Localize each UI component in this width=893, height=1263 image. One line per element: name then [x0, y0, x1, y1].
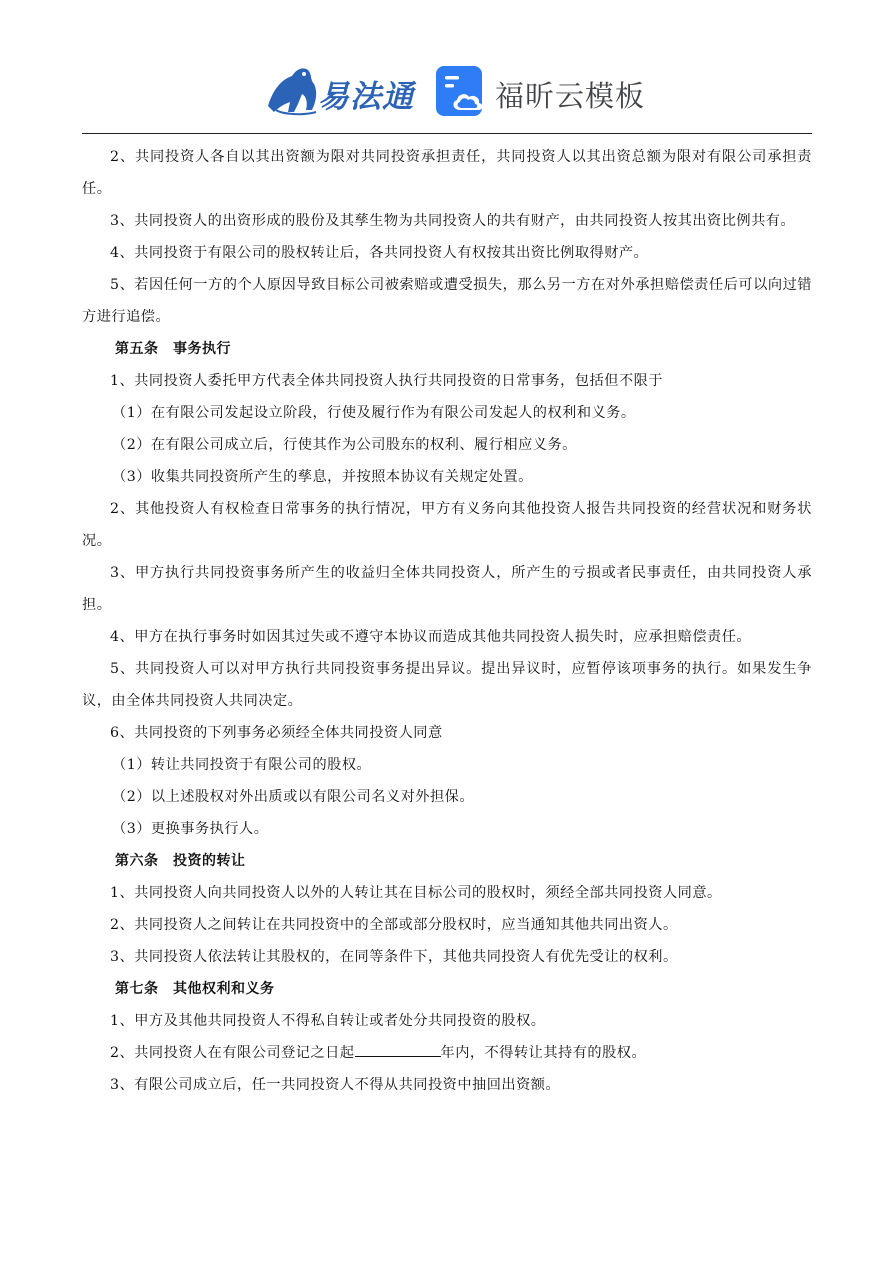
clause-paragraph: 2、其他投资人有权检查日常事务的执行情况，甲方有义务向其他投资人报告共同投资的经营状况和财务状况。 — [82, 501, 812, 549]
logo1-text: 易法通 — [318, 79, 414, 115]
clause-paragraph: 3、甲方执行共同投资事务所产生的收益归全体共同投资人，所产生的亏损或者民事责任，由共同投资人承担。 — [82, 565, 812, 613]
sub-item: （3）更换事务执行人。 — [112, 821, 269, 837]
cloud-document-icon — [436, 66, 486, 116]
section-heading: 第七条 其他权利和义务 — [115, 981, 275, 997]
clause-paragraph: 6、共同投资的下列事务必须经全体共同投资人同意 — [110, 725, 443, 741]
header-divider — [82, 133, 812, 134]
clause-paragraph: 1、共同投资人向共同投资人以外的人转让其在目标公司的股权时，须经全部共同投资人同意。 — [110, 885, 722, 901]
clause-paragraph: 4、甲方在执行事务时如因其过失或不遵守本协议而造成其他共同投资人损失时，应承担赔偿责任。 — [110, 629, 752, 645]
section-heading: 第五条 事务执行 — [115, 341, 231, 357]
clause-paragraph: 3、共同投资人依法转让其股权的，在同等条件下，其他共同投资人有优先受让的权利。 — [110, 949, 678, 965]
fill-in-blank[interactable] — [355, 1042, 441, 1057]
logo2-text: 福昕云模板 — [495, 79, 646, 113]
clause-paragraph: 4、共同投资于有限公司的股权转让后，各共同投资人有权按其出资比例取得财产。 — [110, 245, 649, 261]
sub-item: （1）在有限公司发起设立阶段，行使及履行作为有限公司发起人的权利和义务。 — [112, 405, 636, 421]
clause-paragraph: 1、共同投资人委托甲方代表全体共同投资人执行共同投资的日常事务，包括但不限于 — [110, 373, 663, 389]
clause-paragraph: 2、共同投资人之间转让在共同投资中的全部或部分股权时，应当通知其他共同出资人。 — [110, 917, 678, 933]
clause-paragraph: 2、共同投资人各自以其出资额为限对共同投资承担责任，共同投资人以其出资总额为限对有限公司承担责任。 — [82, 149, 812, 197]
clause-text-before: 2、共同投资人在有限公司登记之日起 — [110, 1045, 355, 1061]
sub-item: （3）收集共同投资所产生的孳息，并按照本协议有关规定处置。 — [112, 469, 533, 485]
clause-paragraph: 5、共同投资人可以对甲方执行共同投资事务提出异议。提出异议时，应暂停该项事务的执行。如果发生争议，由全体共同投资人共同决定。 — [82, 661, 812, 709]
clause-text-after: 年内，不得转让其持有的股权。 — [440, 1045, 647, 1061]
clause-paragraph: 1、甲方及其他共同投资人不得私自转让或者处分共同投资的股权。 — [110, 1013, 546, 1029]
document-body — [82, 141, 812, 1101]
page-header — [0, 0, 893, 130]
clause-paragraph: 3、有限公司成立后，任一共同投资人不得从共同投资中抽回出资额。 — [110, 1077, 561, 1093]
clause-paragraph: 3、共同投资人的出资形成的股份及其孳生物为共同投资人的共有财产，由共同投资人按其出资比例共有。 — [110, 213, 796, 229]
sub-item: （2）以上述股权对外出质或以有限公司名义对外担保。 — [112, 789, 475, 805]
clause-with-blank — [82, 1037, 812, 1069]
sub-item: （2）在有限公司成立后，行使其作为公司股东的权利、履行相应义务。 — [112, 437, 577, 453]
section-heading: 第六条 投资的转让 — [115, 853, 246, 869]
clause-paragraph: 5、若因任何一方的个人原因导致目标公司被索赔或遭受损失，那么另一方在对外承担赔偿责任后可以向过错方进行追偿。 — [82, 277, 812, 325]
sub-item: （1）转让共同投资于有限公司的股权。 — [112, 757, 372, 773]
